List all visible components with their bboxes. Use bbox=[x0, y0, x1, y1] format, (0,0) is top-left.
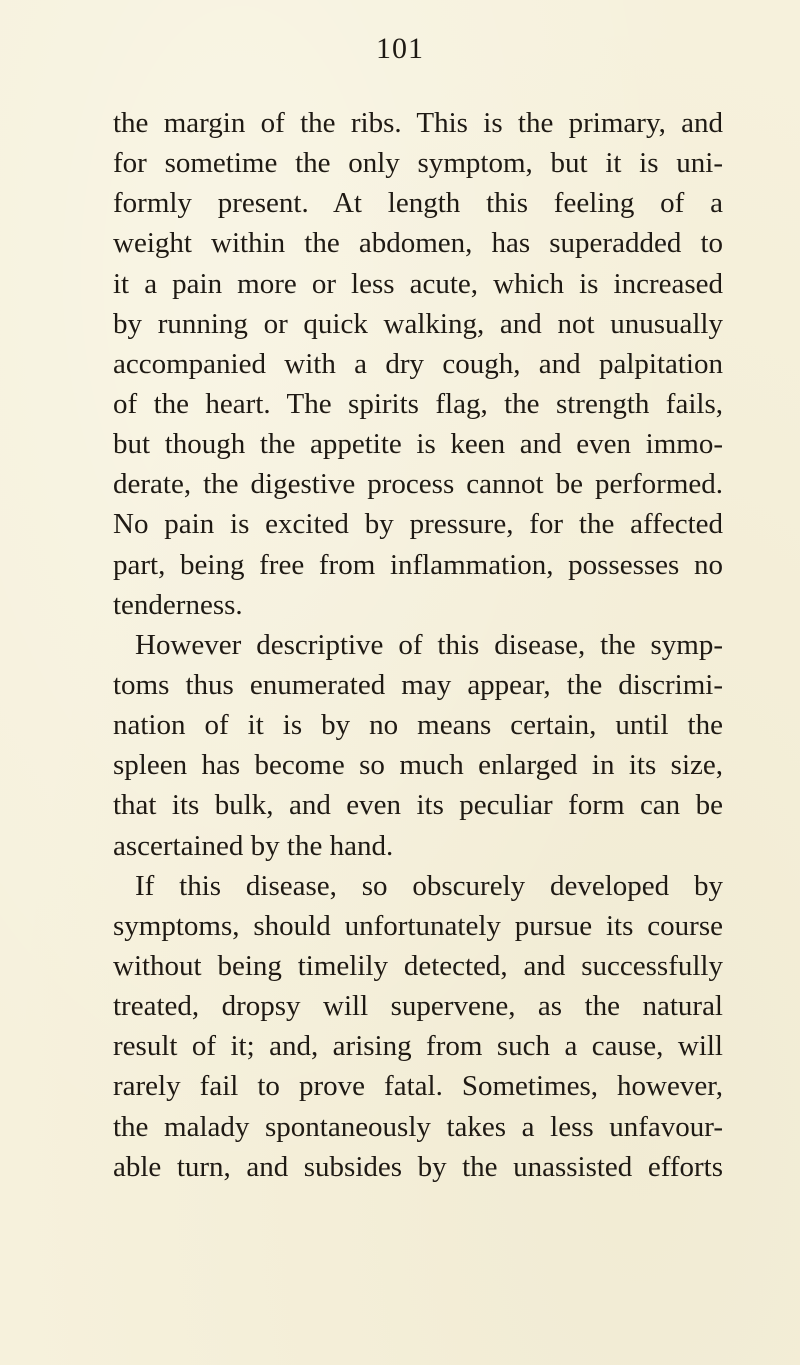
text-line: without being timelily detected, and successfully bbox=[113, 949, 723, 982]
text-line: that its bulk, and even its peculiar form can be bbox=[113, 789, 723, 822]
text-line: of the heart. The spirits flag, the strength fails, bbox=[113, 387, 723, 420]
text-line: accompanied with a dry cough, and palpitation bbox=[113, 347, 723, 380]
paragraph bbox=[113, 866, 723, 1187]
text-line: rarely fail to prove fatal. Sometimes, however, bbox=[113, 1070, 723, 1103]
paragraph bbox=[113, 625, 723, 866]
text-line: result of it; and, arising from such a cause, will bbox=[113, 1030, 723, 1063]
text-line: treated, dropsy will supervene, as the natural bbox=[113, 990, 723, 1023]
text-line: it a pain more or less acute, which is increased bbox=[113, 267, 723, 300]
text-line: spleen has become so much enlarged in its size, bbox=[113, 749, 723, 782]
text-line: weight within the abdomen, has superadded to bbox=[113, 227, 723, 260]
text-line: symptoms, should unfortunately pursue its course bbox=[113, 909, 723, 942]
text-line: tenderness. bbox=[113, 588, 243, 621]
text-line: the malady spontaneously takes a less unfavour- bbox=[113, 1110, 723, 1143]
text-line: the margin of the ribs. This is the primary, and bbox=[113, 107, 723, 139]
text-line: No pain is excited by pressure, for the affected bbox=[113, 508, 723, 541]
text-line: formly present. At length this feeling of a bbox=[113, 187, 723, 220]
text-line: part, being free from inflammation, possesses no bbox=[113, 548, 723, 581]
page-number: 101 bbox=[376, 32, 424, 65]
body-text bbox=[113, 103, 723, 1187]
text-line: If this disease, so obscurely developed by bbox=[135, 869, 723, 902]
text-line: for sometime the only symptom, but it is uni- bbox=[113, 147, 723, 180]
text-line: ascertained by the hand. bbox=[113, 829, 394, 862]
text-line: nation of it is by no means certain, until the bbox=[113, 709, 723, 742]
text-line: However descriptive of this disease, the symp- bbox=[135, 628, 723, 661]
text-line: by running or quick walking, and not unusually bbox=[113, 307, 723, 340]
paragraph bbox=[113, 103, 723, 625]
text-line: able turn, and subsides by the unassisted efforts bbox=[113, 1150, 723, 1183]
text-line: toms thus enumerated may appear, the discrimi- bbox=[113, 668, 723, 701]
text-line: derate, the digestive process cannot be performed. bbox=[113, 468, 723, 501]
text-line: but though the appetite is keen and even immo- bbox=[113, 428, 723, 461]
